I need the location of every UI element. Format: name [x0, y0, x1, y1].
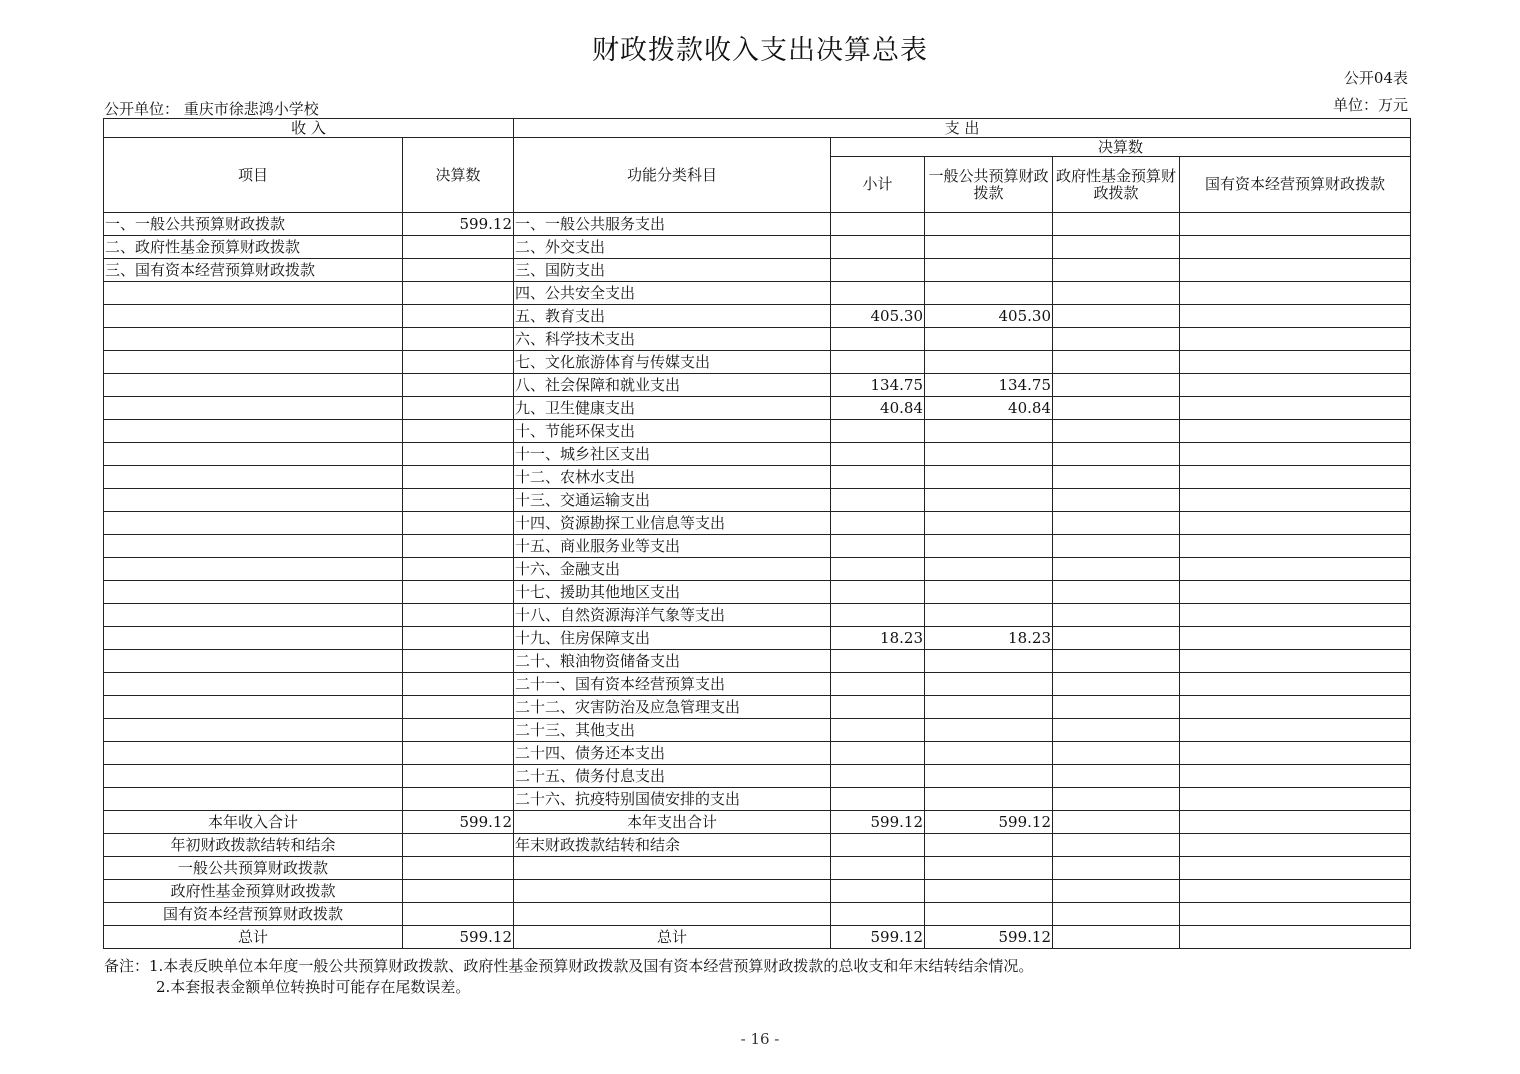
expense-item: 十三、交通运输支出	[514, 489, 831, 512]
income-amount: 599.12	[403, 213, 514, 236]
expense-item: 十一、城乡社区支出	[514, 443, 831, 466]
expense-item: 二、外交支出	[514, 236, 831, 259]
table-row	[104, 696, 1411, 719]
income-amount	[403, 374, 514, 397]
expense-item: 十二、农林水支出	[514, 466, 831, 489]
blank-cell	[925, 857, 1053, 880]
expense-item: 二十三、其他支出	[514, 719, 831, 742]
fund-budget-value	[1053, 673, 1180, 696]
general-budget-value	[925, 282, 1053, 305]
income-item	[104, 765, 403, 788]
expense-item: 六、科学技术支出	[514, 328, 831, 351]
fund-budget-value	[1053, 351, 1180, 374]
total-expense-general: 599.12	[925, 926, 1053, 949]
fund-budget-value	[1053, 650, 1180, 673]
income-item	[104, 489, 403, 512]
general-budget-value	[925, 558, 1053, 581]
income-amount	[403, 489, 514, 512]
expense-item: 五、教育支出	[514, 305, 831, 328]
expense-item: 十、节能环保支出	[514, 420, 831, 443]
income-item: 一、一般公共预算财政拨款	[104, 213, 403, 236]
end-balance-subtotal	[831, 834, 925, 857]
fund-budget-value	[1053, 558, 1180, 581]
subtotal-value	[831, 719, 925, 742]
income-item	[104, 351, 403, 374]
income-item	[104, 512, 403, 535]
fund-budget-value	[1053, 581, 1180, 604]
income-amount	[403, 696, 514, 719]
subtotal-value	[831, 282, 925, 305]
state-capital-value	[1180, 397, 1411, 420]
income-amount	[403, 259, 514, 282]
item-header: 项目	[104, 138, 403, 213]
expense-item: 四、公共安全支出	[514, 282, 831, 305]
final-amount-header: 决算数	[831, 138, 1411, 157]
income-item	[104, 282, 403, 305]
income-item	[104, 581, 403, 604]
summary-row	[104, 903, 1411, 926]
expense-item: 二十五、债务付息支出	[514, 765, 831, 788]
state-capital-value	[1180, 259, 1411, 282]
state-capital-value	[1180, 213, 1411, 236]
income-amount	[403, 236, 514, 259]
subtotal-value	[831, 213, 925, 236]
fund-budget-value	[1053, 236, 1180, 259]
state-capital-value	[1180, 558, 1411, 581]
income-item	[104, 627, 403, 650]
fund-budget-value	[1053, 696, 1180, 719]
blank-cell	[514, 880, 831, 903]
table-row	[104, 742, 1411, 765]
state-capital-value	[1180, 627, 1411, 650]
expense-item: 二十四、债务还本支出	[514, 742, 831, 765]
general-budget-value	[925, 673, 1053, 696]
form-number: 公开04表	[1343, 69, 1408, 87]
fund-budget-value	[1053, 305, 1180, 328]
subtotal-value	[831, 673, 925, 696]
state-capital-value	[1180, 443, 1411, 466]
subtotal-value	[831, 466, 925, 489]
end-balance-fund	[1053, 834, 1180, 857]
fund-budget-value	[1053, 535, 1180, 558]
organization-label: 公开单位： 重庆市徐悲鸿小学校	[104, 100, 319, 118]
table-row	[104, 765, 1411, 788]
subtotal-value	[831, 236, 925, 259]
unit-label: 单位：万元	[1332, 96, 1408, 114]
page-title: 财政拨款收入支出决算总表	[592, 35, 928, 66]
income-item	[104, 397, 403, 420]
summary-row	[104, 926, 1411, 949]
total-income-label: 总计	[104, 926, 403, 949]
subtotal-value	[831, 443, 925, 466]
income-amount	[403, 719, 514, 742]
blank-cell	[1180, 880, 1411, 903]
table-row	[104, 535, 1411, 558]
general-budget-value	[925, 719, 1053, 742]
blank-cell	[925, 903, 1053, 926]
table-row	[104, 581, 1411, 604]
income-amount	[403, 558, 514, 581]
subtotal-value: 18.23	[831, 627, 925, 650]
table-row	[104, 788, 1411, 811]
state-capital-value	[1180, 696, 1411, 719]
state-capital-value	[1180, 351, 1411, 374]
expense-item: 十四、资源勘探工业信息等支出	[514, 512, 831, 535]
summary-row	[104, 880, 1411, 903]
income-amount	[403, 420, 514, 443]
table-row	[104, 719, 1411, 742]
income-amount	[403, 535, 514, 558]
state-capital-value	[1180, 236, 1411, 259]
general-budget-value	[925, 650, 1053, 673]
table-row	[104, 489, 1411, 512]
table-row	[104, 604, 1411, 627]
general-budget-value	[925, 765, 1053, 788]
income-amount	[403, 443, 514, 466]
fund-budget-value	[1053, 397, 1180, 420]
fund-budget-value	[1053, 489, 1180, 512]
income-item	[104, 604, 403, 627]
table-row	[104, 374, 1411, 397]
expense-item: 三、国防支出	[514, 259, 831, 282]
income-amount	[403, 765, 514, 788]
state-capital-value	[1180, 719, 1411, 742]
income-item: 三、国有资本经营预算财政拨款	[104, 259, 403, 282]
blank-cell	[1180, 903, 1411, 926]
fund-budget-value	[1053, 443, 1180, 466]
total-income-value: 599.12	[403, 926, 514, 949]
income-item	[104, 443, 403, 466]
income-amount	[403, 650, 514, 673]
subtotal-value	[831, 696, 925, 719]
expense-item: 十六、金融支出	[514, 558, 831, 581]
state-capital-header: 国有资本经营预算财政拨款	[1180, 157, 1411, 213]
blank-cell	[831, 857, 925, 880]
fund-budget-value	[1053, 512, 1180, 535]
blank-cell	[1053, 880, 1180, 903]
income-item	[104, 719, 403, 742]
subtotal-value	[831, 558, 925, 581]
income-item: 二、政府性基金预算财政拨款	[104, 236, 403, 259]
end-balance-general	[925, 834, 1053, 857]
year-income-value: 599.12	[403, 811, 514, 834]
expense-item: 二十一、国有资本经营预算支出	[514, 673, 831, 696]
state-capital-value	[1180, 535, 1411, 558]
blank-cell	[831, 903, 925, 926]
end-balance-state	[1180, 834, 1411, 857]
subtotal-value: 134.75	[831, 374, 925, 397]
general-budget-value	[925, 581, 1053, 604]
expense-item: 一、一般公共服务支出	[514, 213, 831, 236]
summary-row	[104, 857, 1411, 880]
budget-table	[103, 118, 1411, 949]
fund-budget-value	[1053, 282, 1180, 305]
blank-cell	[831, 880, 925, 903]
subtotal-value	[831, 650, 925, 673]
state-capital-value	[1180, 673, 1411, 696]
general-budget-value	[925, 443, 1053, 466]
subtotal-value: 405.30	[831, 305, 925, 328]
summary-row	[104, 834, 1411, 857]
begin-fund-label: 政府性基金预算财政拨款	[104, 880, 403, 903]
income-header: 收 入	[104, 119, 514, 138]
begin-general-value	[403, 857, 514, 880]
general-budget-header: 一般公共预算财政拨款	[925, 157, 1053, 213]
table-row	[104, 305, 1411, 328]
general-budget-value	[925, 512, 1053, 535]
blank-cell	[514, 857, 831, 880]
general-budget-value	[925, 489, 1053, 512]
expense-item: 十九、住房保障支出	[514, 627, 831, 650]
income-amount	[403, 466, 514, 489]
general-budget-value: 405.30	[925, 305, 1053, 328]
state-capital-value	[1180, 742, 1411, 765]
income-amount	[403, 351, 514, 374]
income-item	[104, 420, 403, 443]
income-item	[104, 305, 403, 328]
state-capital-value	[1180, 581, 1411, 604]
income-item	[104, 650, 403, 673]
table-row	[104, 397, 1411, 420]
table-row	[104, 259, 1411, 282]
begin-balance-value	[403, 834, 514, 857]
end-balance-label: 年末财政拨款结转和结余	[514, 834, 831, 857]
expense-item: 十五、商业服务业等支出	[514, 535, 831, 558]
state-capital-value	[1180, 489, 1411, 512]
general-budget-value	[925, 604, 1053, 627]
general-budget-value	[925, 788, 1053, 811]
table-row	[104, 512, 1411, 535]
fund-budget-value	[1053, 627, 1180, 650]
general-budget-value: 134.75	[925, 374, 1053, 397]
blank-cell	[514, 903, 831, 926]
total-expense-fund	[1053, 926, 1180, 949]
general-budget-value	[925, 420, 1053, 443]
fund-budget-value	[1053, 719, 1180, 742]
subtotal-value	[831, 765, 925, 788]
income-amount	[403, 328, 514, 351]
table-row	[104, 282, 1411, 305]
state-capital-value	[1180, 650, 1411, 673]
table-row	[104, 627, 1411, 650]
fund-budget-value	[1053, 788, 1180, 811]
income-item	[104, 374, 403, 397]
state-capital-value	[1180, 328, 1411, 351]
general-budget-value	[925, 742, 1053, 765]
subtotal-value	[831, 489, 925, 512]
expense-item: 二十、粮油物资储备支出	[514, 650, 831, 673]
fund-budget-value	[1053, 328, 1180, 351]
note-line-2: 2.本套报表金额单位转换时可能存在尾数误差。	[156, 978, 471, 996]
general-budget-value: 18.23	[925, 627, 1053, 650]
blank-cell	[1053, 857, 1180, 880]
subtotal-value	[831, 604, 925, 627]
expense-item: 七、文化旅游体育与传媒支出	[514, 351, 831, 374]
state-capital-value	[1180, 305, 1411, 328]
income-amount	[403, 512, 514, 535]
income-item	[104, 742, 403, 765]
year-income-label: 本年收入合计	[104, 811, 403, 834]
begin-fund-value	[403, 880, 514, 903]
state-capital-value	[1180, 765, 1411, 788]
subtotal-value	[831, 328, 925, 351]
table-row	[104, 328, 1411, 351]
general-budget-value	[925, 259, 1053, 282]
income-item	[104, 696, 403, 719]
table-row	[104, 443, 1411, 466]
income-amount	[403, 673, 514, 696]
table-row	[104, 213, 1411, 236]
income-item	[104, 788, 403, 811]
income-item	[104, 535, 403, 558]
fund-budget-value	[1053, 765, 1180, 788]
fund-budget-value	[1053, 420, 1180, 443]
general-budget-value	[925, 351, 1053, 374]
table-row	[104, 466, 1411, 489]
expense-item: 十八、自然资源海洋气象等支出	[514, 604, 831, 627]
year-expense-state	[1180, 811, 1411, 834]
blank-cell	[1180, 857, 1411, 880]
subtotal-value	[831, 535, 925, 558]
general-budget-value	[925, 236, 1053, 259]
fund-budget-value	[1053, 466, 1180, 489]
year-expense-label: 本年支出合计	[514, 811, 831, 834]
total-expense-state	[1180, 926, 1411, 949]
general-budget-value	[925, 328, 1053, 351]
state-capital-value	[1180, 512, 1411, 535]
expense-item: 八、社会保障和就业支出	[514, 374, 831, 397]
income-amount	[403, 788, 514, 811]
function-class-header: 功能分类科目	[514, 138, 831, 213]
fund-budget-value	[1053, 374, 1180, 397]
blank-cell	[925, 880, 1053, 903]
expense-header: 支 出	[514, 119, 1411, 138]
subtotal-header: 小计	[831, 157, 925, 213]
general-budget-value: 40.84	[925, 397, 1053, 420]
fund-budget-value	[1053, 259, 1180, 282]
expense-item: 十七、援助其他地区支出	[514, 581, 831, 604]
income-item	[104, 673, 403, 696]
income-amount	[403, 305, 514, 328]
general-budget-value	[925, 213, 1053, 236]
income-item	[104, 466, 403, 489]
income-amount	[403, 604, 514, 627]
general-budget-value	[925, 535, 1053, 558]
expense-item: 九、卫生健康支出	[514, 397, 831, 420]
expense-item: 二十六、抗疫特别国债安排的支出	[514, 788, 831, 811]
year-expense-subtotal: 599.12	[831, 811, 925, 834]
blank-cell	[1053, 903, 1180, 926]
begin-general-label: 一般公共预算财政拨款	[104, 857, 403, 880]
begin-state-label: 国有资本经营预算财政拨款	[104, 903, 403, 926]
year-expense-fund	[1053, 811, 1180, 834]
subtotal-value	[831, 351, 925, 374]
state-capital-value	[1180, 604, 1411, 627]
summary-row	[104, 811, 1411, 834]
general-budget-value	[925, 466, 1053, 489]
page-number: - 16 -	[740, 1030, 780, 1048]
table-row	[104, 650, 1411, 673]
subtotal-value	[831, 742, 925, 765]
income-amount	[403, 627, 514, 650]
subtotal-value	[831, 420, 925, 443]
state-capital-value	[1180, 788, 1411, 811]
income-amount	[403, 581, 514, 604]
subtotal-value	[831, 581, 925, 604]
subtotal-value	[831, 788, 925, 811]
year-expense-general: 599.12	[925, 811, 1053, 834]
table-row	[104, 558, 1411, 581]
fund-budget-value	[1053, 742, 1180, 765]
state-capital-value	[1180, 282, 1411, 305]
fund-budget-header: 政府性基金预算财政拨款	[1053, 157, 1180, 213]
subtotal-value	[831, 259, 925, 282]
table-row	[104, 673, 1411, 696]
income-item	[104, 558, 403, 581]
amount-header: 决算数	[403, 138, 514, 213]
total-expense-label: 总计	[514, 926, 831, 949]
fund-budget-value	[1053, 604, 1180, 627]
state-capital-value	[1180, 374, 1411, 397]
income-amount	[403, 742, 514, 765]
table-row	[104, 236, 1411, 259]
income-amount	[403, 282, 514, 305]
begin-balance-label: 年初财政拨款结转和结余	[104, 834, 403, 857]
fund-budget-value	[1053, 213, 1180, 236]
total-expense-subtotal: 599.12	[831, 926, 925, 949]
subtotal-value	[831, 512, 925, 535]
income-item	[104, 328, 403, 351]
state-capital-value	[1180, 420, 1411, 443]
begin-state-value	[403, 903, 514, 926]
note-line-1: 备注：1.本表反映单位本年度一般公共预算财政拨款、政府性基金预算财政拨款及国有资本经营预算财政拨款的总收支和年末结转结余情况。	[104, 957, 1034, 975]
expense-item: 二十二、灾害防治及应急管理支出	[514, 696, 831, 719]
table-row	[104, 420, 1411, 443]
income-amount	[403, 397, 514, 420]
general-budget-value	[925, 696, 1053, 719]
table-row	[104, 351, 1411, 374]
subtotal-value: 40.84	[831, 397, 925, 420]
state-capital-value	[1180, 466, 1411, 489]
